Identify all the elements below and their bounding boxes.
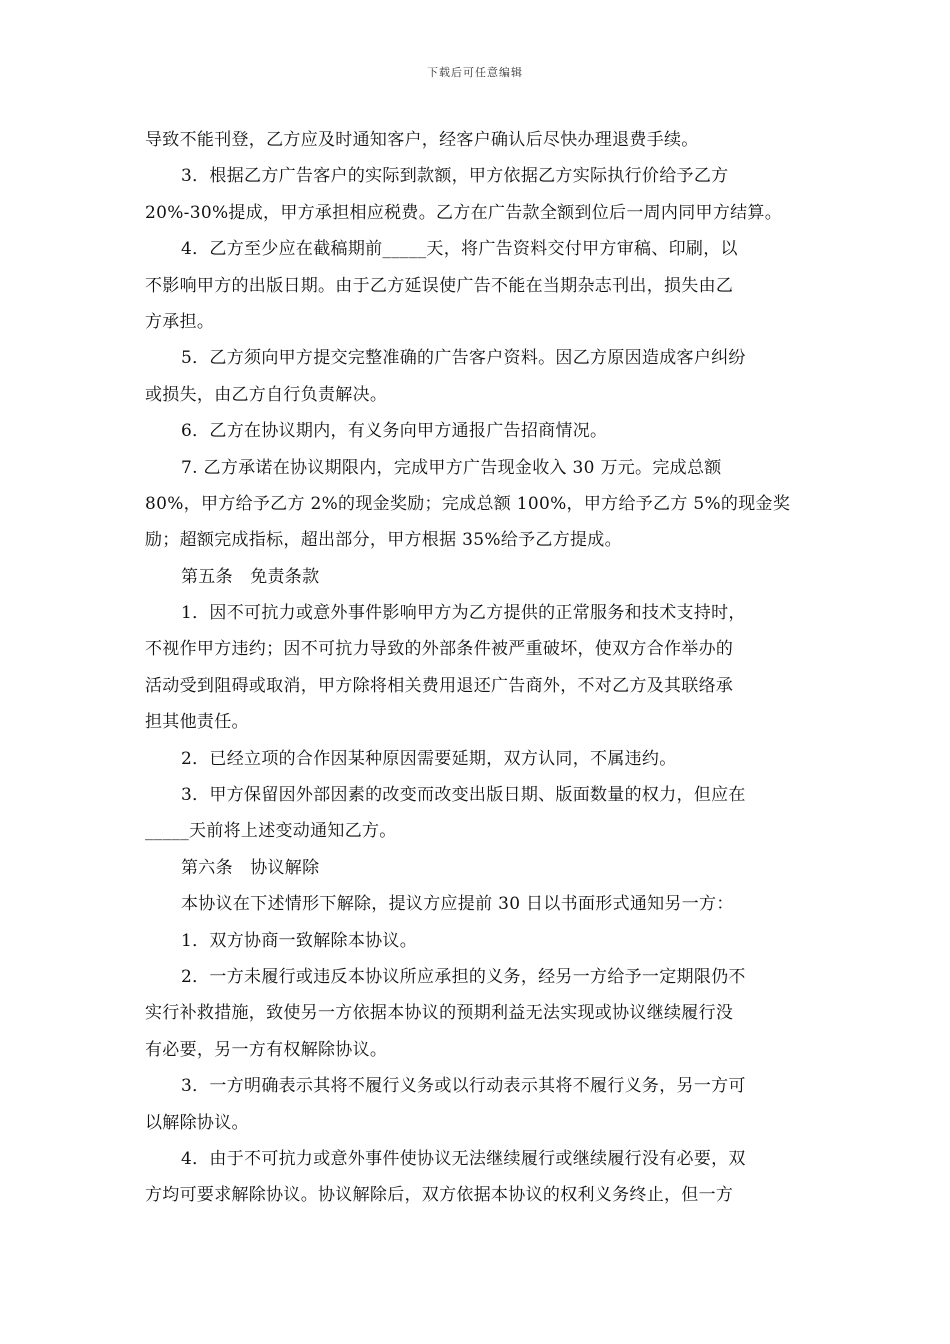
document-line: 以解除协议。 — [145, 1112, 249, 1133]
document-line: 6．乙方在协议期内，有义务向甲方通报广告招商情况。 — [181, 421, 608, 442]
document-line: 方均可要求解除协议。协议解除后，双方依据本协议的权利义务终止，但一方 — [145, 1185, 734, 1206]
document-line: 3．一方明确表示其将不履行义务或以行动表示其将不履行义务，另一方可 — [181, 1076, 746, 1097]
document-line: 2．已经立项的合作因某种原因需要延期，双方认同，不属违约。 — [181, 748, 677, 769]
document-line: 励；超额完成指标，超出部分，甲方根据 35%给予乙方提成。 — [145, 530, 622, 551]
document-line: 80%，甲方给予乙方 2%的现金奖励；完成总额 100%，甲方给予乙方 5%的现金奖 — [145, 493, 791, 514]
document-line: 不视作甲方违约；因不可抗力导致的外部条件被严重破坏，使双方合作举办的 — [145, 639, 734, 660]
document-line: 导致不能刊登，乙方应及时通知客户，经客户确认后尽快办理退费手续。 — [145, 130, 699, 150]
document-line: 5．乙方须向甲方提交完整准确的广告客户资料。因乙方原因造成客户纠纷 — [181, 348, 746, 369]
document-line: 方承担。 — [145, 311, 215, 332]
document-line: 活动受到阻碍或取消，甲方除将相关费用退还广告商外，不对乙方及其联络承 — [145, 675, 734, 696]
document-line: 3．甲方保留因外部因素的改变而改变出版日期、版面数量的权力，但应在 — [181, 785, 746, 806]
document-line: 7. 乙方承诺在协议期限内，完成甲方广告现金收入 30 万元。完成总额 — [181, 457, 722, 478]
document-line: _____天前将上述变动通知乙方。 — [145, 821, 397, 842]
document-line: 第五条 免责条款 — [181, 566, 320, 587]
page-header-note: 下载后可任意编辑 — [427, 66, 523, 79]
document-line: 1．双方协商一致解除本协议。 — [181, 930, 418, 951]
document-line: 不影响甲方的出版日期。由于乙方延误使广告不能在当期杂志刊出，损失由乙 — [145, 275, 734, 296]
document-line: 本协议在下述情形下解除，提议方应提前 30 日以书面形式通知另一方： — [181, 894, 734, 915]
document-line: 4．乙方至少应在截稿期前_____天，将广告资料交付甲方审稿、印刷，以 — [181, 239, 738, 260]
document-line: 4．由于不可抗力或意外事件使协议无法继续履行或继续履行没有必要，双 — [181, 1148, 746, 1169]
document-line: 2．一方未履行或违反本协议所应承担的义务，经另一方给予一定期限仍不 — [181, 966, 746, 987]
document-body — [145, 122, 809, 1214]
document-line: 有必要，另一方有权解除协议。 — [145, 1039, 388, 1060]
document-line: 实行补救措施，致使另一方依据本协议的预期利益无法实现或协议继续履行没 — [145, 1003, 734, 1024]
document-line: 3．根据乙方广告客户的实际到款额，甲方依据乙方实际执行价给予乙方 — [181, 166, 729, 187]
document-line: 或损失，由乙方自行负责解决。 — [145, 384, 388, 405]
document-line: 担其他责任。 — [145, 712, 249, 733]
document-line: 第六条 协议解除 — [181, 857, 320, 878]
document-line: 1．因不可抗力或意外事件影响甲方为乙方提供的正常服务和技术支持时， — [181, 603, 746, 624]
document-line: 20%-30%提成，甲方承担相应税费。乙方在广告款全额到位后一周内同甲方结算。 — [145, 202, 783, 223]
